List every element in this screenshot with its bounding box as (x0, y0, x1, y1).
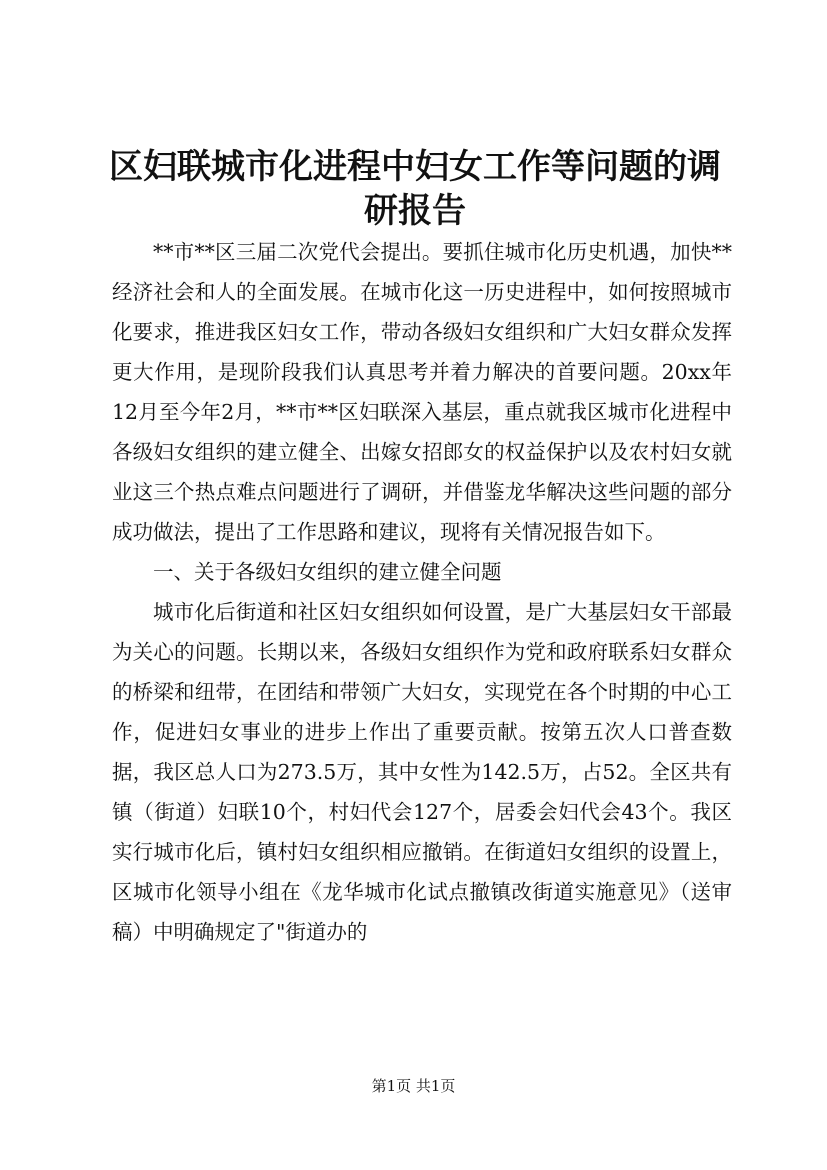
document-title: 区妇联城市化进程中妇女工作等问题的调研报告 (109, 147, 721, 231)
document-body (112, 232, 732, 952)
intro-paragraph: **市**区三届二次党代会提出。要抓住城市化历史机遇，加快**经济社会和人的全面发展。在城市化这一历史进程中，如何按照城市化要求，推进我区妇女工作，带动各级妇女组织和广大妇女群众发挥更大作用，是现阶段我们认真思考并着力解决的首要问题。20xx年12月至今年2月，**市**区妇联深入基层，重点就我区城市化进程中各级妇女组织的建立健全、出嫁女招郎女的权益保护以及农村妇女就业这三个热点难点问题进行了调研，并借鉴龙华解决这些问题的部分成功做法，提出了工作思路和建议，现将有关情况报告如下。 (112, 240, 732, 544)
section-heading: 一、关于各级妇女组织的建立健全问题 (153, 560, 502, 584)
page-footer: 第1页 共1页 (371, 1077, 456, 1095)
section-paragraph: 城市化后街道和社区妇女组织如何设置，是广大基层妇女干部最为关心的问题。长期以来，各级妇女组织作为党和政府联系妇女群众的桥梁和纽带，在团结和带领广大妇女，实现党在各个时期的中心工作，促进妇女事业的进步上作出了重要贡献。按第五次人口普查数据，我区总人口为273.5万，其中女性为142.5万，占52。全区共有镇（街道）妇联10个，村妇代会127个，居委会妇代会43个。我区实行城市化后，镇村妇女组织相应撤销。在街道妇女组织的设置上，区城市化领导小组在《龙华城市化试点撤镇改街道实施意见》（送审稿）中明确规定了"街道办的 (112, 600, 732, 944)
